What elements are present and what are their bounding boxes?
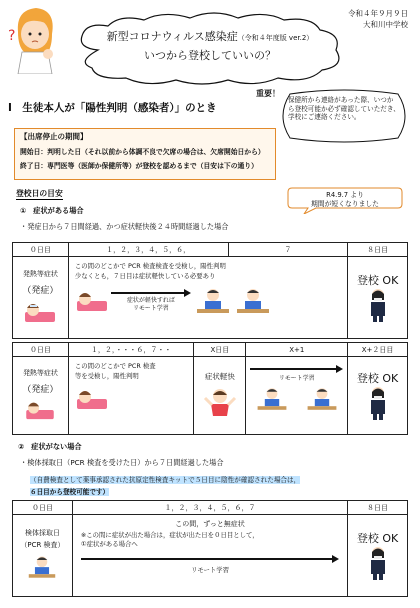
t3-header-day0: ０日目 <box>13 501 73 515</box>
t1-header-day7: ７ <box>228 243 348 257</box>
sick-in-bed-icon <box>75 387 109 411</box>
t2-recovered-cell <box>194 357 246 435</box>
t3-remote-label: リモート学習 <box>190 566 230 574</box>
t3-sample-label: 検体採取日 <box>24 528 60 537</box>
schedule-table-3 <box>12 500 408 597</box>
important-label: 重要！ <box>256 89 280 98</box>
page-title <box>90 28 330 64</box>
t1-text1: この間のどこかで PCR 検査検査を受検し，陽性判明 <box>74 262 226 270</box>
t2-ok-cell <box>348 357 408 435</box>
t2-remote-label: リモート学習 <box>278 375 315 382</box>
schedule-table-2 <box>12 342 408 435</box>
schedule-table-1 <box>12 242 408 339</box>
t2-header-x1: X+1 <box>246 343 348 357</box>
school-name: 大和川中学校 <box>363 20 408 29</box>
t2-onset-label: 発熱等症状 <box>22 369 58 377</box>
t1-onset-label: 発熱等症状 <box>22 270 58 278</box>
section1-heading: Ⅰ 生徒本人が「陽性判明（感染者）」のとき <box>8 102 217 114</box>
studying-student-icon <box>304 386 340 412</box>
t3-sample-cell <box>13 515 73 597</box>
studying-student-icon <box>254 386 290 412</box>
studying-student-icon <box>193 287 233 315</box>
t2-recovered: 症状軽快 <box>204 372 235 381</box>
case2-heading: ② 症状がない場合 <box>18 442 82 451</box>
t1-header-day0: ０日目 <box>13 243 69 257</box>
t1-ok: 登校 OK <box>356 273 399 287</box>
t1-header-days: １，２，３，４，５，６， <box>68 243 228 257</box>
t3-middle-cell <box>72 515 347 597</box>
t3-header-days: １，２，３，４，５，６，７ <box>72 501 347 515</box>
t3-ok: 登校 OK <box>356 531 399 545</box>
t2-ok: 登校 OK <box>356 371 399 385</box>
t2-text2: 等を受検し，陽性判明 <box>74 372 139 380</box>
t2-onset-cell <box>13 357 69 435</box>
cheerful-child-icon <box>203 388 237 418</box>
t2-remote-cell <box>246 357 348 435</box>
t1-onset-paren: （発症） <box>22 286 59 296</box>
t2-header-days: １，２，・・・６，７・・ <box>68 343 194 357</box>
t3-sample-paren: （PCR 検査） <box>20 540 65 549</box>
t1-header-day8: ８日目 <box>348 243 408 257</box>
svg-text:?: ? <box>8 28 16 44</box>
t1-text2: 少なくとも，７日目は症状軽快している必要あり <box>74 272 216 280</box>
t1-onset-cell <box>13 257 69 339</box>
date-block <box>348 8 408 30</box>
sick-in-bed-icon <box>75 289 109 313</box>
t2-text1: この間のどこかで PCR 検査 <box>74 362 156 370</box>
t3-ok-cell <box>348 515 408 597</box>
t2-middle-cell <box>68 357 194 435</box>
case1-desc: ・発症日から７日間経過、かつ症状軽快後２４時間経過した場合 <box>20 222 229 231</box>
period-start: 開始日：判明した日（それ以前から体調不良で欠席の場合は、欠席開始日から） <box>20 148 265 156</box>
t2-header-x: X日目 <box>194 343 246 357</box>
t1-arrow <box>111 289 191 313</box>
t1-ok-cell <box>348 257 408 339</box>
student-in-uniform-icon <box>367 386 389 420</box>
student-in-uniform-icon <box>367 288 389 322</box>
t2-arrow <box>246 365 347 373</box>
revision-note: R4.9.7 より 期間が短くなりました <box>311 191 379 208</box>
t1-middle-cell <box>68 257 347 339</box>
t3-text2: ※この間に症状が出た場合は，症状が出た日を０日目として， <box>80 531 259 539</box>
t2-onset-paren: （発症） <box>22 385 59 395</box>
t3-arrow <box>81 555 339 563</box>
t3-text3: ①症状がある場合へ <box>80 540 138 548</box>
t2-header-x2: X+２日目 <box>348 343 408 357</box>
case2-note2: ６日目から登校可能です） <box>30 488 110 496</box>
period-end: 終了日：専門医等（医師か保健所等）が登校を認めるまで（目安は下の通り） <box>20 162 258 170</box>
period-title: 【出席停止の期間】 <box>20 132 88 141</box>
title-version: （令和４年度版 ver.2） <box>237 34 314 42</box>
title-line1: 新型コロナウィルス感染症 <box>106 30 238 43</box>
case1-heading: ① 症状がある場合 <box>20 206 84 215</box>
thinking-girl-illustration <box>4 2 64 74</box>
guideline-heading: 登校日の目安 <box>16 189 63 198</box>
t3-text1: この間，ずっと無症状 <box>175 520 245 528</box>
important-text: 保健所から連絡があった際、いつから登校可能か必ず確認していただき、学校にご連絡ください。 <box>288 96 400 121</box>
case2-note1: （自費検査として薬事承認された抗原定性検査キットで５日目に陰性が確認された場合は， <box>30 476 301 484</box>
student-in-uniform-icon <box>367 546 389 580</box>
date-text: 令和４年９月９日 <box>348 9 408 18</box>
t2-header-day0: ０日目 <box>13 343 69 357</box>
title-line2: いつから登校していいの？ <box>144 49 276 62</box>
studying-student-icon <box>27 554 57 582</box>
studying-student-icon <box>233 287 273 315</box>
t3-header-day8: ８日目 <box>348 501 408 515</box>
sick-in-bed-icon <box>23 399 57 421</box>
t1-remote-label: 症状が軽快すれば リモート学習 <box>126 297 175 312</box>
case2-desc: ・検体採取日（PCR 検査を受けた日）から７日間経過した場合 <box>20 458 224 467</box>
sick-in-bed-icon <box>23 300 57 324</box>
